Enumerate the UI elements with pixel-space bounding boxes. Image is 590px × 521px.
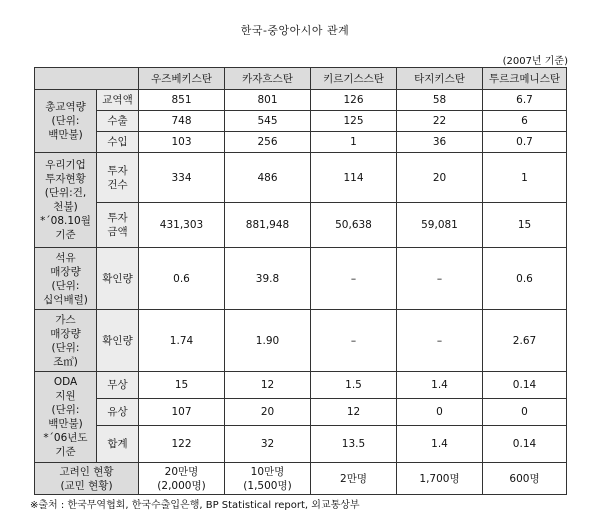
cell: 1.90 — [225, 310, 311, 372]
cell: 431,303 — [139, 203, 225, 248]
table-row — [35, 248, 567, 310]
cell: 12 — [225, 372, 311, 399]
cell: 2.67 — [483, 310, 567, 372]
gas-group-label: 가스 매장량 (단위: 조㎥) — [35, 310, 97, 372]
cell: 1.4 — [397, 372, 483, 399]
source-note: ※출처 : 한국무역협회, 한국수출입은행, BP Statistical report, 외교통상부 — [30, 500, 360, 511]
cell: 851 — [139, 90, 225, 111]
col-header: 우즈베키스탄 — [139, 68, 225, 90]
cell: 32 — [225, 426, 311, 463]
cell: 20 — [397, 153, 483, 203]
table-row — [35, 463, 567, 495]
cell: 0 — [483, 399, 567, 426]
cell: 801 — [225, 90, 311, 111]
cell: 486 — [225, 153, 311, 203]
cell: – — [311, 310, 397, 372]
cell: 545 — [225, 111, 311, 132]
cell: 125 — [311, 111, 397, 132]
table-row — [35, 111, 567, 132]
page-title: 한국-중앙아시아 관계 — [240, 24, 350, 37]
cell: 6.7 — [483, 90, 567, 111]
cell: 10만명 (1,500명) — [225, 463, 311, 495]
cell: 15 — [139, 372, 225, 399]
cell: 1 — [483, 153, 567, 203]
cell: 6 — [483, 111, 567, 132]
table-row — [35, 426, 567, 463]
table-row — [35, 372, 567, 399]
cell: 13.5 — [311, 426, 397, 463]
oda-group-label: ODA 지원 (단위: 백만불) *´06년도 기준 — [35, 372, 97, 463]
cell: 36 — [397, 132, 483, 153]
cell: 256 — [225, 132, 311, 153]
cell: 12 — [311, 399, 397, 426]
cell: 114 — [311, 153, 397, 203]
cell: 59,081 — [397, 203, 483, 248]
row-label: 교역액 — [97, 90, 139, 111]
header-row — [35, 68, 567, 90]
cell: 0 — [397, 399, 483, 426]
cell: 1.4 — [397, 426, 483, 463]
cell: 107 — [139, 399, 225, 426]
row-label: 유상 — [97, 399, 139, 426]
row-label: 투자 금액 — [97, 203, 139, 248]
cell: – — [397, 248, 483, 310]
row-label: 확인량 — [97, 248, 139, 310]
basis-year: (2007년 기준) — [502, 56, 568, 67]
relations-table — [34, 67, 567, 495]
row-label: 수출 — [97, 111, 139, 132]
cell: 22 — [397, 111, 483, 132]
cell: 39.8 — [225, 248, 311, 310]
cell: 334 — [139, 153, 225, 203]
cell: – — [397, 310, 483, 372]
cell: 58 — [397, 90, 483, 111]
cell: 881,948 — [225, 203, 311, 248]
cell: 0.14 — [483, 372, 567, 399]
corner-cell — [35, 68, 139, 90]
cell: – — [311, 248, 397, 310]
cell: 2만명 — [311, 463, 397, 495]
trade-group-label: 총교역량 (단위: 백만불) — [35, 90, 97, 153]
row-label: 수입 — [97, 132, 139, 153]
table-row — [35, 132, 567, 153]
col-header: 카자흐스탄 — [225, 68, 311, 90]
cell: 0.14 — [483, 426, 567, 463]
table-row — [35, 90, 567, 111]
oil-group-label: 석유 매장량 (단위: 십억배럴) — [35, 248, 97, 310]
cell: 0.6 — [483, 248, 567, 310]
table-row — [35, 310, 567, 372]
col-header: 투르크메니스탄 — [483, 68, 567, 90]
cell: 1 — [311, 132, 397, 153]
cell: 748 — [139, 111, 225, 132]
table-row — [35, 399, 567, 426]
cell: 103 — [139, 132, 225, 153]
row-label: 합계 — [97, 426, 139, 463]
cell: 600명 — [483, 463, 567, 495]
cell: 1.5 — [311, 372, 397, 399]
row-label: 무상 — [97, 372, 139, 399]
table-row — [35, 203, 567, 248]
cell: 50,638 — [311, 203, 397, 248]
cell: 20 — [225, 399, 311, 426]
cell: 0.6 — [139, 248, 225, 310]
col-header: 키르기스스탄 — [311, 68, 397, 90]
cell: 126 — [311, 90, 397, 111]
cell: 122 — [139, 426, 225, 463]
investment-group-label: 우리기업 투자현황 (단위:건, 천불) *´08.10월 기준 — [35, 153, 97, 248]
koryo-group-label: 고려인 현황 (교민 현황) — [35, 463, 139, 495]
row-label: 확인량 — [97, 310, 139, 372]
cell: 15 — [483, 203, 567, 248]
row-label: 투자 건수 — [97, 153, 139, 203]
cell: 0.7 — [483, 132, 567, 153]
table-row — [35, 153, 567, 203]
cell: 1.74 — [139, 310, 225, 372]
cell: 1,700명 — [397, 463, 483, 495]
col-header: 타지키스탄 — [397, 68, 483, 90]
cell: 20만명 (2,000명) — [139, 463, 225, 495]
